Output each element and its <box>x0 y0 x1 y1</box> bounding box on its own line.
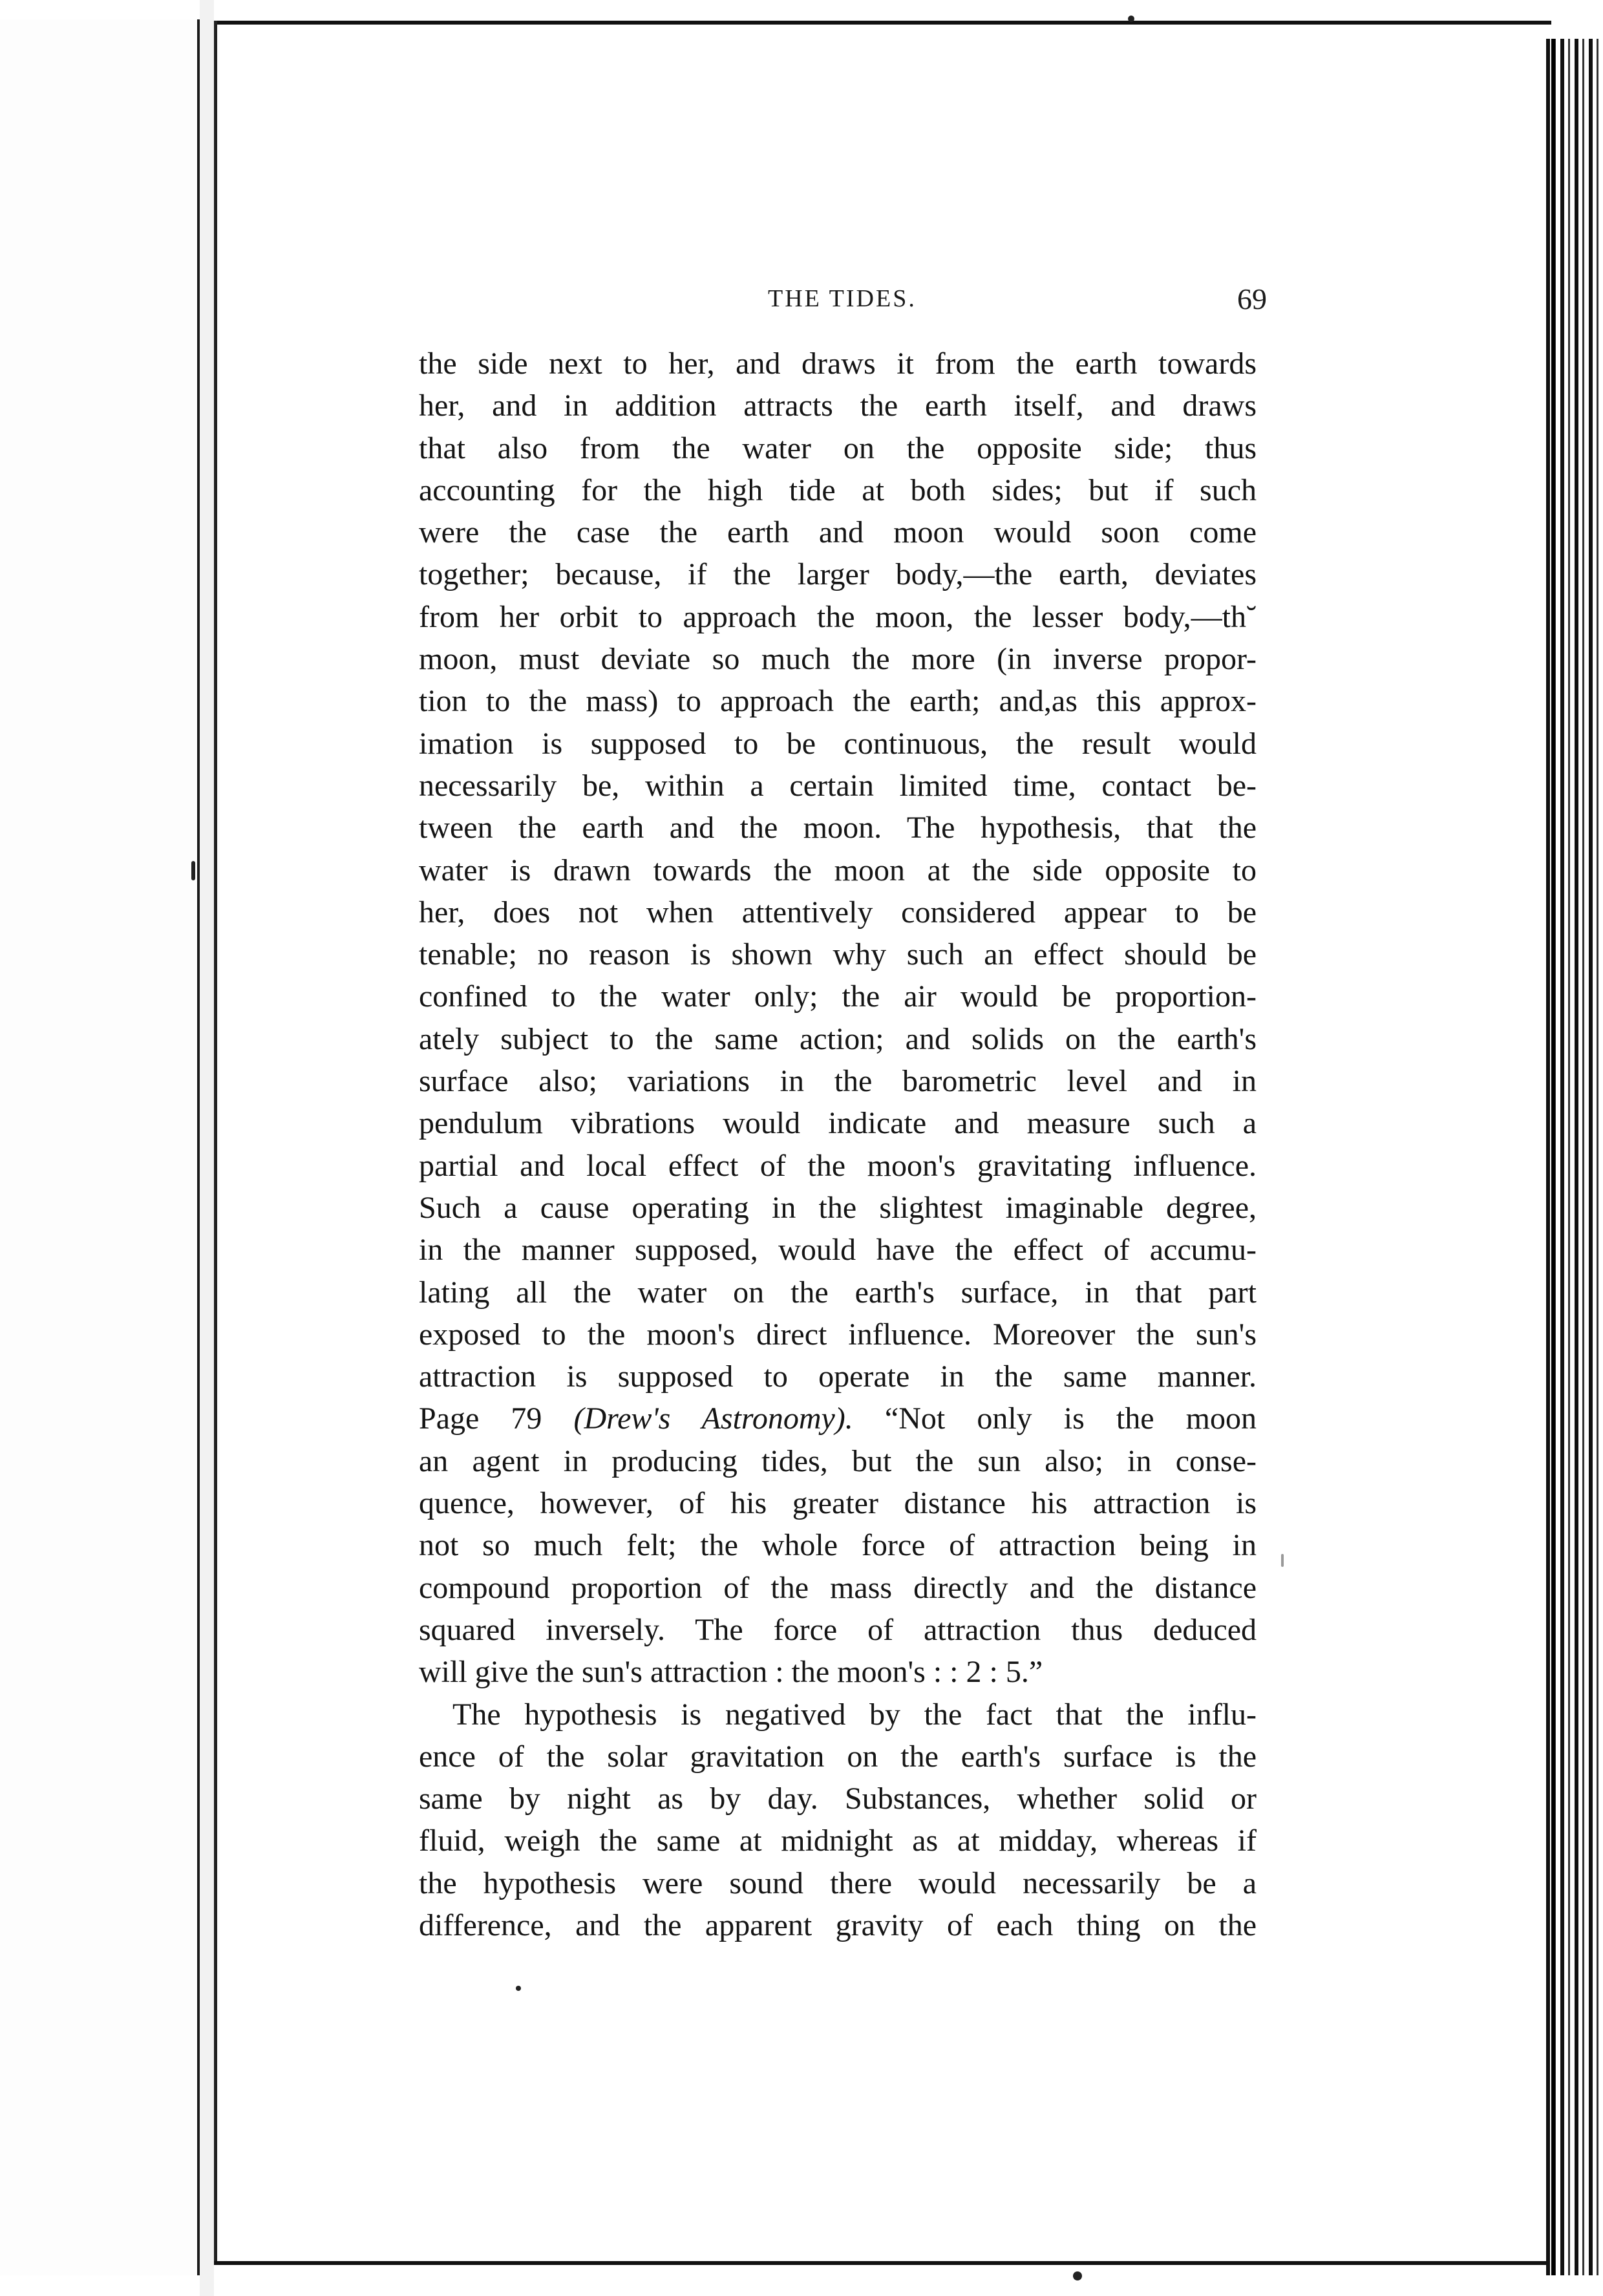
text-line: surface also; variations in the barometric level and in <box>419 1064 1257 1099</box>
text-line: tween the earth and the moon. The hypothesis, that the <box>419 811 1257 845</box>
text-line: will give the sun's attraction : the moon's : : 2 : 5.” <box>419 1655 1043 1690</box>
text-line: difference, and the apparent gravity of each thing on the <box>419 1908 1257 1942</box>
page-stack-line <box>1551 39 1555 2275</box>
text-line: an agent in producing tides, but the sun also; in conse- <box>419 1443 1257 1478</box>
text-line: Such a cause operating in the slightest imaginable degree, <box>419 1190 1257 1225</box>
page-header <box>414 284 1267 323</box>
text-line: necessarily be, within a certain limited time, contact be- <box>419 768 1257 803</box>
running-head: THE TIDES. <box>768 285 917 312</box>
quotation-start: “Not only is the moon <box>853 1401 1257 1436</box>
text-line: compound proportion of the mass directly and the distance <box>419 1570 1257 1605</box>
text-line: together; because, if the larger body,—the earth, deviates <box>419 557 1257 592</box>
text-line: partial and local effect of the moon's gravitating influence. <box>419 1148 1257 1183</box>
page-border-bottom <box>214 2261 1551 2265</box>
text-line: confined to the water only; the air would be proportion- <box>419 979 1257 1014</box>
text-line: fluid, weigh the same at midnight as at midday, whereas if <box>419 1823 1257 1858</box>
text-line: in the manner supposed, would have the effect of accumu- <box>419 1233 1257 1268</box>
citation-line <box>419 1398 1257 1440</box>
text-line: tion to the mass) to approach the earth; and,as this approx- <box>419 684 1257 719</box>
text-line: attraction is supposed to operate in the same manner. <box>419 1359 1257 1394</box>
text-line: squared inversely. The force of attraction thus deduced <box>419 1612 1257 1647</box>
citation-page-ref: Page 79 <box>419 1401 574 1436</box>
binding-gutter <box>200 0 214 2296</box>
page-border-left <box>214 21 217 2264</box>
text-line: accounting for the high tide at both sides; but if such <box>419 473 1257 507</box>
text-line: tenable; no reason is shown why such an effect should be <box>419 937 1257 972</box>
text-line: were the case the earth and moon would soon come <box>419 515 1257 550</box>
text-line: ately subject to the same action; and solids on the earth's <box>419 1021 1257 1056</box>
citation-source: (Drew's Astronomy). <box>573 1401 853 1436</box>
text-line: quence, however, of his greater distance his attraction is <box>419 1486 1257 1521</box>
text-line: the hypothesis were sound there would necessarily be a <box>419 1865 1257 1900</box>
text-line: the side next to her, and draws it from the earth towards <box>419 346 1257 381</box>
text-line: not so much felt; the whole force of attraction being in <box>419 1528 1257 1563</box>
paragraph-2 <box>419 1694 1257 1947</box>
scan-speck <box>1281 1554 1284 1567</box>
text-line: from her orbit to approach the moon, the lesser body,—th˘ <box>419 599 1257 634</box>
scan-speck <box>1128 16 1134 22</box>
page-border-top <box>214 21 1551 25</box>
scan-speck <box>191 861 195 880</box>
text-line: moon, must deviate so much the more (in inverse propor- <box>419 642 1257 677</box>
scan-speck <box>516 1986 521 1991</box>
text-line: that also from the water on the opposite side; thus <box>419 430 1257 465</box>
text-line: imation is supposed to be continuous, the result would <box>419 726 1257 761</box>
text-line: her, and in addition attracts the earth itself, and draws <box>419 388 1257 423</box>
text-line: lating all the water on the earth's surface, in that part <box>419 1275 1257 1310</box>
text-line: water is drawn towards the moon at the side opposite to <box>419 853 1257 888</box>
text-line: pendulum vibrations would indicate and measure such a <box>419 1106 1257 1141</box>
body-text <box>419 343 1257 1946</box>
page-number: 69 <box>1237 282 1267 315</box>
text-line: her, does not when attentively considered appear to be <box>419 895 1257 930</box>
scan-speck <box>1073 2271 1082 2280</box>
text-line: exposed to the moon's direct influence. Moreover the sun's <box>419 1317 1257 1352</box>
text-line: ence of the solar gravitation on the earth's surface is the <box>419 1739 1257 1774</box>
text-line: same by night as by day. Substances, whether solid or <box>419 1781 1257 1816</box>
paragraph-1 <box>419 343 1257 1694</box>
text-line: The hypothesis is negatived by the fact that the influ- <box>452 1697 1257 1732</box>
facing-page-edge <box>0 19 200 2275</box>
